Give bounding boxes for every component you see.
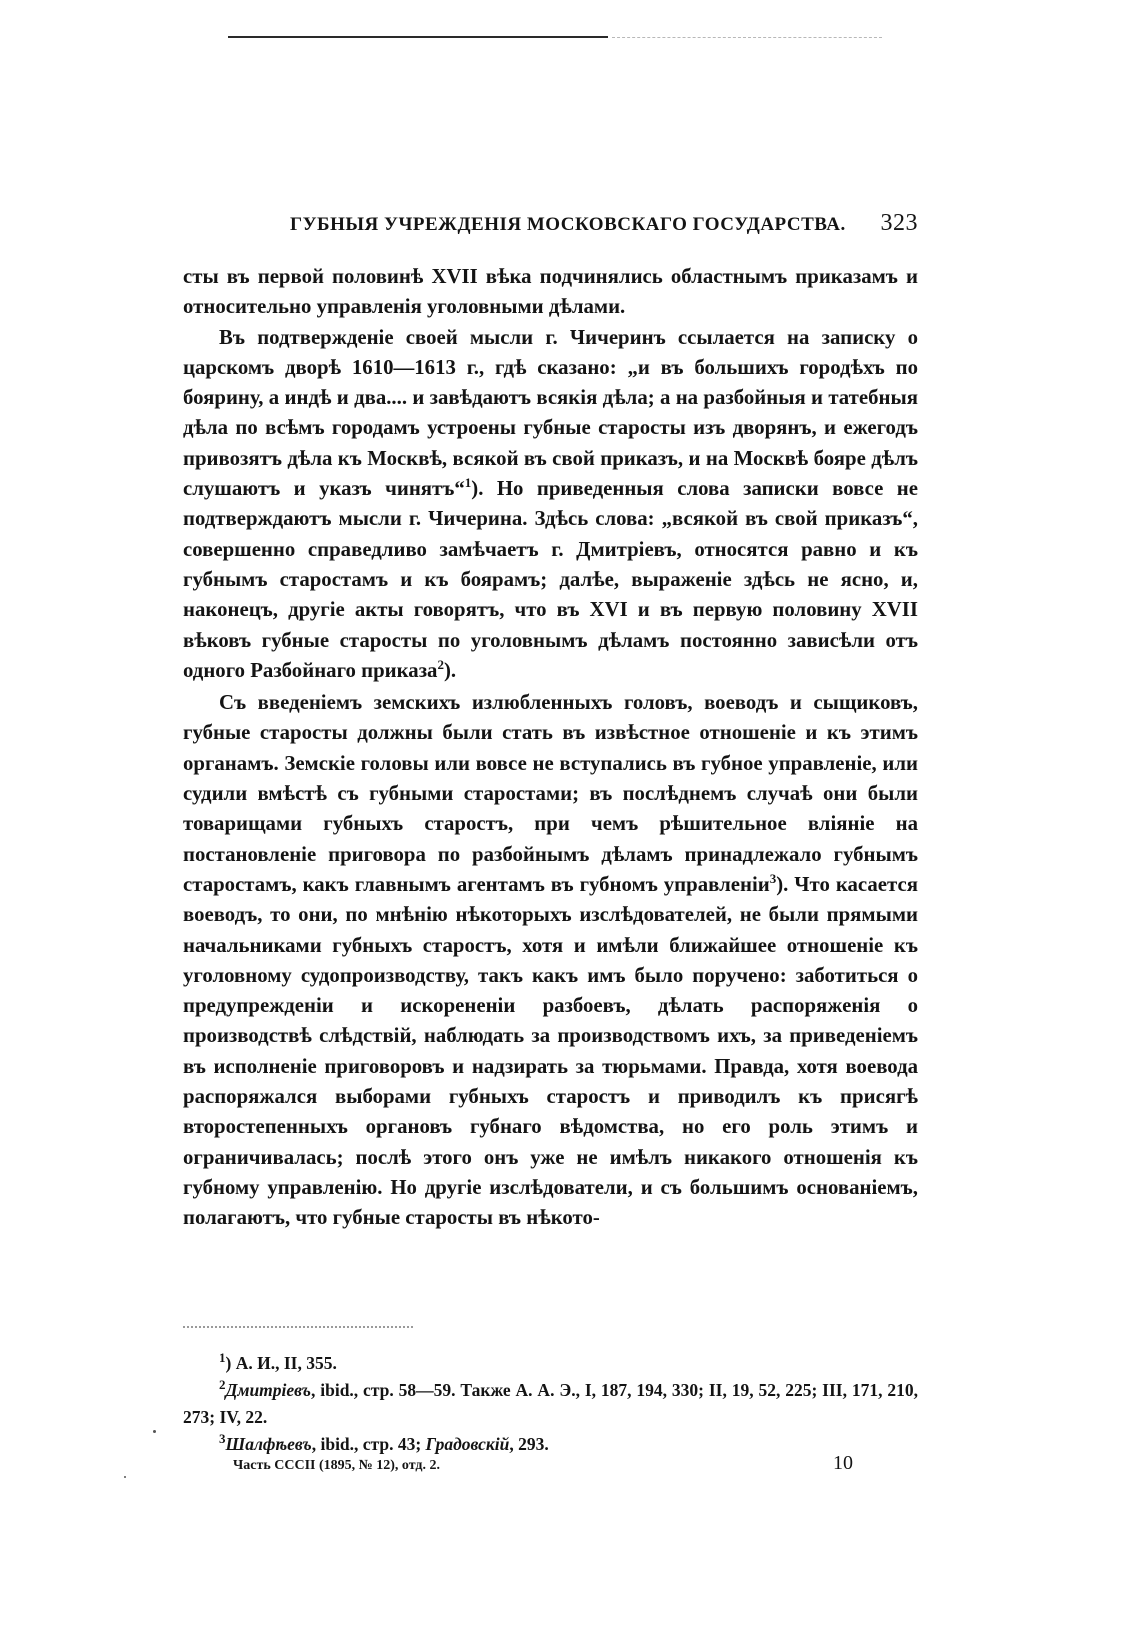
footnote-1-text: ) А. И., II, 355. <box>225 1353 337 1373</box>
printer-signature <box>233 1452 918 1480</box>
paragraph-2-part-a: Въ подтвержденіе своей мысли г. Чичеринъ ссылается на записку о царскомъ дворѣ 1610—1613 г., гдѣ сказано: „и въ большихъ городѣхъ по боярину, а индѣ и два.... и завѣдаютъ всякія дѣла; а на разбойныя и татебныя дѣла по всѣмъ городамъ устроены губные старосты изъ дворянъ, и ежегодъ привозятъ дѣла къ Москвѣ, всякой въ свой приказъ, и на Москвѣ бояре дѣлъ слушаютъ и указъ чинятъ“ <box>183 325 918 501</box>
paragraph-2-part-c: ). <box>443 658 457 682</box>
top-faint-rule <box>612 37 882 39</box>
scan-speck <box>153 1430 156 1433</box>
footnote-ref-1: 1 <box>464 475 472 491</box>
paragraph-3-part-a: Съ введеніемъ земскихъ излюбленныхъ головъ, воеводъ и сыщиковъ, губные старосты должны были стать въ извѣстное отношеніе и къ этимъ органамъ. Земскіе головы или вовсе не вступались въ губное управленіе, или судили вмѣстѣ съ губными старостами; въ послѣднемъ случаѣ они были товарищами губныхъ старостъ, при чемъ рѣшительное вліяніе на постановленіе приговора по разбойнымъ дѣламъ принадлежало губнымъ старостамъ, какъ главнымъ агентамъ въ губномъ управленіи <box>183 691 918 896</box>
footnote-1 <box>183 1350 918 1377</box>
footnote-2-author: Дмитріевъ <box>225 1380 311 1400</box>
footnote-2-mark: 2 <box>219 1377 226 1393</box>
footnote-separator <box>183 1326 413 1329</box>
sheet-number: 10 <box>833 1452 853 1474</box>
footnote-3-author-2: Градовскій <box>425 1434 510 1454</box>
footnote-2-text: , ibid., стр. 58—59. Также А. А. Э., I, 187, 194, 330; II, 19, 52, 225; III, 171, 210, 273; IV, 22. <box>183 1380 918 1427</box>
paragraph-2 <box>183 323 918 687</box>
footnote-ref-2: 2 <box>437 656 444 672</box>
paragraph-3 <box>183 688 918 1233</box>
footnote-1-mark: 1 <box>219 1350 226 1366</box>
paragraph-2-part-b: ). Но приведенныя слова записки вовсе не подтверждаютъ мысли г. Чичерина. Здѣсь слова: „всякой въ свой приказъ“, совершенно справедливо замѣчаетъ г. Дмитріевъ, относятся равно и къ губнымъ старостамъ и къ боярамъ; далѣе, выраженіе здѣсь не ясно, и, наконецъ, другіе акты говорятъ, что въ XVI и въ первую половину XVII вѣковъ губные старосты по уголовнымъ дѣламъ постоянно зависѣли отъ одного Разбойнаго приказа <box>183 477 918 682</box>
footnote-2 <box>183 1377 918 1431</box>
footnote-3-mid: , ibid., стр. 43; <box>311 1434 426 1454</box>
issue-signature: Часть СССII (1895, № 12), отд. 2. <box>233 1458 440 1473</box>
footnote-3-author-1: Шалфѣевъ <box>225 1434 312 1454</box>
page-number: 323 <box>880 210 918 236</box>
paragraph-1: сты въ первой половинѣ XVII вѣка подчинялись областнымъ приказамъ и относительно управленія уголовными дѣлами. <box>183 265 918 319</box>
footnote-3-mark: 3 <box>219 1431 226 1447</box>
running-header <box>183 210 918 240</box>
footnotes <box>183 1350 918 1458</box>
top-printed-rule <box>228 36 608 38</box>
footnote-ref-3: 3 <box>769 871 777 887</box>
footnote-3-end: , 293. <box>509 1434 549 1454</box>
main-text <box>183 262 918 1234</box>
paragraph-3-part-b: ). Что касается воеводъ, то они, по мнѣнію нѣкоторыхъ изслѣдователей, не были прямыми начальниками губныхъ старостъ, хотя и имѣли ближайшее отношеніе къ уголовному судопроизводству, такъ какъ имъ было поручено: заботиться о предупрежденіи и искорененіи разбоевъ, дѣлать распоряженія о производствѣ слѣдствій, наблюдать за производствомъ ихъ, за приведеніемъ въ исполненіе приговоровъ и надзирать за тюрьмами. Правда, хотя воевода распоряжался выборами губныхъ старостъ и приводилъ къ присягѣ второстепенныхъ органовъ губнаго вѣдомства, но его роль этимъ и ограничивалась; послѣ этого онъ уже не имѣлъ никакого отношенія къ губному управленію. Но другіе изслѣдователи, и съ большимъ основаніемъ, полагаютъ, что губные старосты въ нѣкото- <box>183 872 918 1230</box>
running-title: ГУБНЫЯ УЧРЕЖДЕНІЯ МОСКОВСКАГО ГОСУДАРСТВА. <box>290 214 846 235</box>
scan-speck <box>124 1476 126 1478</box>
